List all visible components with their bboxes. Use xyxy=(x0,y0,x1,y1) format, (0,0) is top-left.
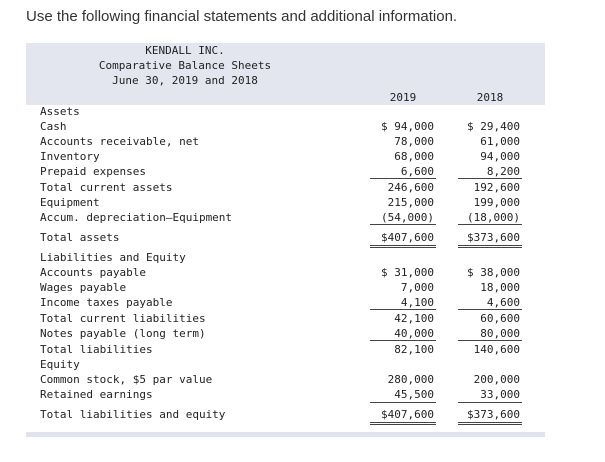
accum-depreciation-2018: (18,000) xyxy=(467,211,520,224)
double-underline xyxy=(458,424,522,425)
double-underline xyxy=(458,247,522,248)
inventory-2018: 94,000 xyxy=(480,150,520,163)
cash-2019: $ 94,000 xyxy=(381,120,434,133)
retained-earnings-2018: 33,000 xyxy=(480,388,520,401)
double-underline xyxy=(370,247,436,248)
row-label-total-liabilities-equity: Total liabilities and equity xyxy=(40,408,226,421)
underline xyxy=(370,224,436,225)
row-label-retained-earnings: Retained earnings xyxy=(40,388,153,401)
statement-date: June 30, 2019 and 2018 xyxy=(112,74,258,87)
row-label-total-liabilities: Total liabilities xyxy=(40,343,153,356)
row-label-total-current-assets: Total current assets xyxy=(40,181,173,194)
row-label-notes-payable: Notes payable (long term) xyxy=(40,327,206,340)
double-underline xyxy=(370,424,436,425)
underline xyxy=(458,340,522,341)
row-label-total-assets: Total assets xyxy=(40,231,120,244)
accounts-receivable-2018: 61,000 xyxy=(480,135,520,148)
accounts-receivable-2019: 78,000 xyxy=(394,135,434,148)
underline xyxy=(370,178,436,179)
column-header-2019: 2019 xyxy=(389,91,417,104)
inventory-2019: 68,000 xyxy=(394,150,434,163)
row-label-accounts-payable: Accounts payable xyxy=(40,266,146,279)
liabilities-equity-heading: Liabilities and Equity xyxy=(40,251,186,264)
total-liabilities-2018: 140,600 xyxy=(473,343,520,356)
underline xyxy=(458,309,522,310)
row-label-common-stock: Common stock, $5 par value xyxy=(40,373,213,386)
instruction-text: Use the following financial statements and additional information. xyxy=(26,8,458,25)
double-underline xyxy=(458,245,522,246)
row-label-cash: Cash xyxy=(40,120,67,133)
row-label-equipment: Equipment xyxy=(40,196,100,209)
accum-depreciation-2019: (54,000) xyxy=(381,211,434,224)
income-taxes-payable-2018: 4,600 xyxy=(486,296,520,309)
double-underline xyxy=(370,422,436,423)
statement-title: Comparative Balance Sheets xyxy=(98,59,272,72)
total-current-assets-2019: 246,600 xyxy=(387,181,434,194)
double-underline xyxy=(370,245,436,246)
accounts-payable-2018: $ 38,000 xyxy=(467,266,520,279)
wages-payable-2019: 7,000 xyxy=(400,281,434,294)
row-label-total-current-liabilities: Total current liabilities xyxy=(40,312,206,325)
prepaid-expenses-2018: 8,200 xyxy=(486,165,520,178)
total-liabilities-equity-2019: $407,600 xyxy=(381,408,434,421)
total-liabilities-2019: 82,100 xyxy=(394,343,434,356)
equity-heading: Equity xyxy=(40,358,80,371)
row-label-accum-depreciation: Accum. depreciation–Equipment xyxy=(40,211,233,224)
panel-bottom-bar xyxy=(26,432,545,437)
row-label-income-taxes-payable: Income taxes payable xyxy=(40,296,173,309)
common-stock-2019: 280,000 xyxy=(387,373,434,386)
total-current-liabilities-2018: 60,600 xyxy=(480,312,520,325)
row-label-prepaid-expenses: Prepaid expenses xyxy=(40,165,146,178)
income-taxes-payable-2019: 4,100 xyxy=(400,296,434,309)
notes-payable-2018: 80,000 xyxy=(480,327,520,340)
total-assets-2018: $373,600 xyxy=(467,231,520,244)
total-assets-2019: $407,600 xyxy=(381,231,434,244)
total-current-liabilities-2019: 42,100 xyxy=(394,312,434,325)
total-liabilities-equity-2018: $373,600 xyxy=(467,408,520,421)
total-current-assets-2018: 192,600 xyxy=(473,181,520,194)
cash-2018: $ 29,400 xyxy=(467,120,520,133)
wages-payable-2018: 18,000 xyxy=(480,281,520,294)
underline xyxy=(370,309,436,310)
company-name: KENDALL INC. xyxy=(145,44,225,57)
equipment-2019: 215,000 xyxy=(387,196,434,209)
retained-earnings-2019: 45,500 xyxy=(394,388,434,401)
underline xyxy=(370,402,436,403)
column-header-2018: 2018 xyxy=(476,91,504,104)
notes-payable-2019: 40,000 xyxy=(394,327,434,340)
common-stock-2018: 200,000 xyxy=(473,373,520,386)
double-underline xyxy=(458,422,522,423)
row-label-accounts-receivable: Accounts receivable, net xyxy=(40,135,199,148)
underline xyxy=(458,402,522,403)
underline xyxy=(370,340,436,341)
row-label-wages-payable: Wages payable xyxy=(40,281,127,294)
row-label-inventory: Inventory xyxy=(40,150,100,163)
accounts-payable-2019: $ 31,000 xyxy=(381,266,434,279)
assets-heading: Assets xyxy=(40,105,80,118)
prepaid-expenses-2019: 6,600 xyxy=(400,165,434,178)
underline xyxy=(458,224,522,225)
equipment-2018: 199,000 xyxy=(473,196,520,209)
underline xyxy=(458,178,522,179)
